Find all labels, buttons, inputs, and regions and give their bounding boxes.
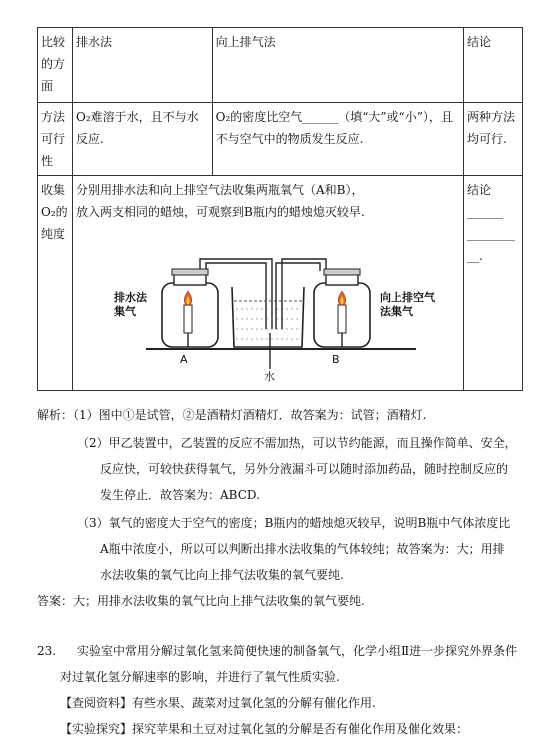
analysis-part-2-line-2: 反应快，可较快获得氧气，另外分液漏斗可以随时添加药品，随时控制反应的 xyxy=(100,462,509,476)
header-air-method: 向上排气法 xyxy=(212,28,463,103)
cell-water-feasibility: O₂难溶于水，且不与水反应. xyxy=(73,103,213,176)
analysis-line-1 xyxy=(37,405,426,425)
cell-air-feasibility: O₂的密度比空气______（填“大”或“小”），且不与空气中的物质发生反应. xyxy=(212,103,463,176)
purity-description-line-2: 放入两支相同的蜡烛，可观察到B瓶内的蜡烛熄灭较早. xyxy=(76,205,365,219)
conclusion-purity-line-2: ________ xyxy=(467,227,515,241)
question-23-line-1: 实验室中常用分解过氧化氢来简便快速的制备氧气，化学小组Ⅱ进一步探究外界条件 xyxy=(77,644,518,658)
purity-description-line-1: 分别用排水法和向上排空气法收集两瓶氧气（A和B）， xyxy=(76,183,364,197)
answer-line: 答案：大；用排水法收集的氧气比向上排气法收集的氧气要纯. xyxy=(37,594,365,608)
analysis-part-3-line-1: （3）氧气的密度大于空气的密度；B瓶内的蜡烛熄灭较早，说明B瓶中气体浓度比 xyxy=(77,516,511,530)
question-23-number: 23. xyxy=(37,644,57,658)
apparatus-diagram xyxy=(76,229,460,387)
analysis-prefix: 解析： xyxy=(37,408,74,422)
cell-conclusion-feasibility: 两种方法均可行. xyxy=(464,103,523,176)
label-air-collection: 向上排空气法集气 xyxy=(380,291,435,318)
header-aspect: 比较的方面 xyxy=(38,28,73,103)
label-bottle-b: B xyxy=(332,353,340,366)
label-water: 水 xyxy=(264,370,275,383)
conclusion-purity-line-1: 结论______ xyxy=(467,183,503,219)
question-23-explore: 【实验探究】探究苹果和土豆对过氧化氢的分解是否有催化作用及催化效果： xyxy=(60,722,469,736)
label-bottle-a: A xyxy=(180,353,188,366)
header-conclusion: 结论 xyxy=(464,28,523,103)
comparison-table xyxy=(37,27,523,391)
cell-purity-description xyxy=(73,176,464,391)
label-water-collection: 排水法集气 xyxy=(114,291,147,318)
analysis-part-2-line-3: 发生停止．故答案为：ABCD. xyxy=(100,488,260,502)
conclusion-purity-line-3: __. xyxy=(467,249,483,263)
table-row-purity xyxy=(38,176,523,391)
analysis-part-3-line-3: 水法收集的氧气比向上排气法收集的氧气要纯. xyxy=(100,568,344,582)
question-23-line-2: 对过氧化氢分解速率的影响，并进行了氧气性质实验. xyxy=(60,670,340,684)
analysis-part-3-line-2: A瓶中浓度小，所以可以判断出排水法收集的气体较纯；故答案为：大；用排 xyxy=(100,542,505,556)
header-water-method: 排水法 xyxy=(73,28,213,103)
analysis-part-2-line-1: （2）甲乙装置中，乙装置的反应不需加热，可以节约能源，而且操作简单、安全， xyxy=(77,436,517,450)
question-23-info: 【查阅资料】有些水果、蔬菜对过氧化氢的分解有催化作用. xyxy=(60,696,376,710)
cell-aspect-feasibility: 方法可行性 xyxy=(38,103,73,176)
cell-conclusion-purity xyxy=(464,176,523,391)
table-row-feasibility xyxy=(38,103,523,176)
cell-aspect-purity: 收集O₂的纯度 xyxy=(38,176,73,391)
table-header-row xyxy=(38,28,523,103)
analysis-part-1: （1）图中①是试管，②是酒精灯酒精灯．故答案为：试管；酒精灯. xyxy=(73,408,427,422)
